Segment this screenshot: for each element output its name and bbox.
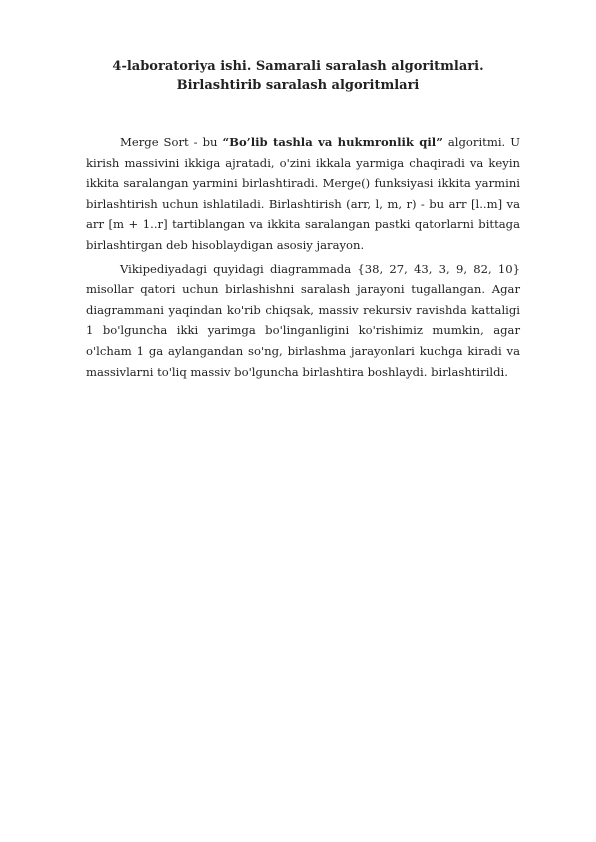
paragraph-emphasis: “Bo’lib tashla va hukmronlik qil”	[222, 135, 443, 149]
document-body	[86, 132, 520, 385]
paragraph-merge-sort-definition	[86, 132, 520, 256]
paragraph-rest: algoritmi. U kirish massivini ikkiga ajratadi, o'zini ikkala yarmiga chaqiradi va keyin ikkita saralangan yarmini birlashtiradi. Merge() funksiyasi ikkita yarmini birlashtirish uchun ishlatiladi. Birlashtirish (arr, l, m, r) - bu arr [l..m] va arr [m + 1..r] tartiblangan va ikkita saralangan pastki qatorlarni bittaga birlashtirgan deb hisoblaydigan asosiy jarayon.	[86, 135, 520, 252]
paragraph-intro: Merge Sort - bu	[120, 135, 223, 149]
document-title: 4-laboratoriya ishi. Samarali saralash algoritmlari. Birlashtirib saralash algoritmlari	[112, 59, 484, 93]
paragraph-wikipedia-example: Vikipediyadagi quyidagi diagrammada {38, 27, 43, 3, 9, 82, 10} misollar qatori uchun birlashishni saralash jarayoni tugallangan. Agar diagrammani yaqindan ko'rib chiqsak, massiv rekursiv ravishda kattaligi 1 bo'lguncha ikki yarimga bo'linganligini ko'rishimiz mumkin, agar o'lcham 1 ga aylangandan so'ng, birlashma jarayonlari kuchga kiradi va massivlarni to'liq massiv bo'lguncha birlashtira boshlaydi. birlashtirildi.	[86, 261, 520, 379]
